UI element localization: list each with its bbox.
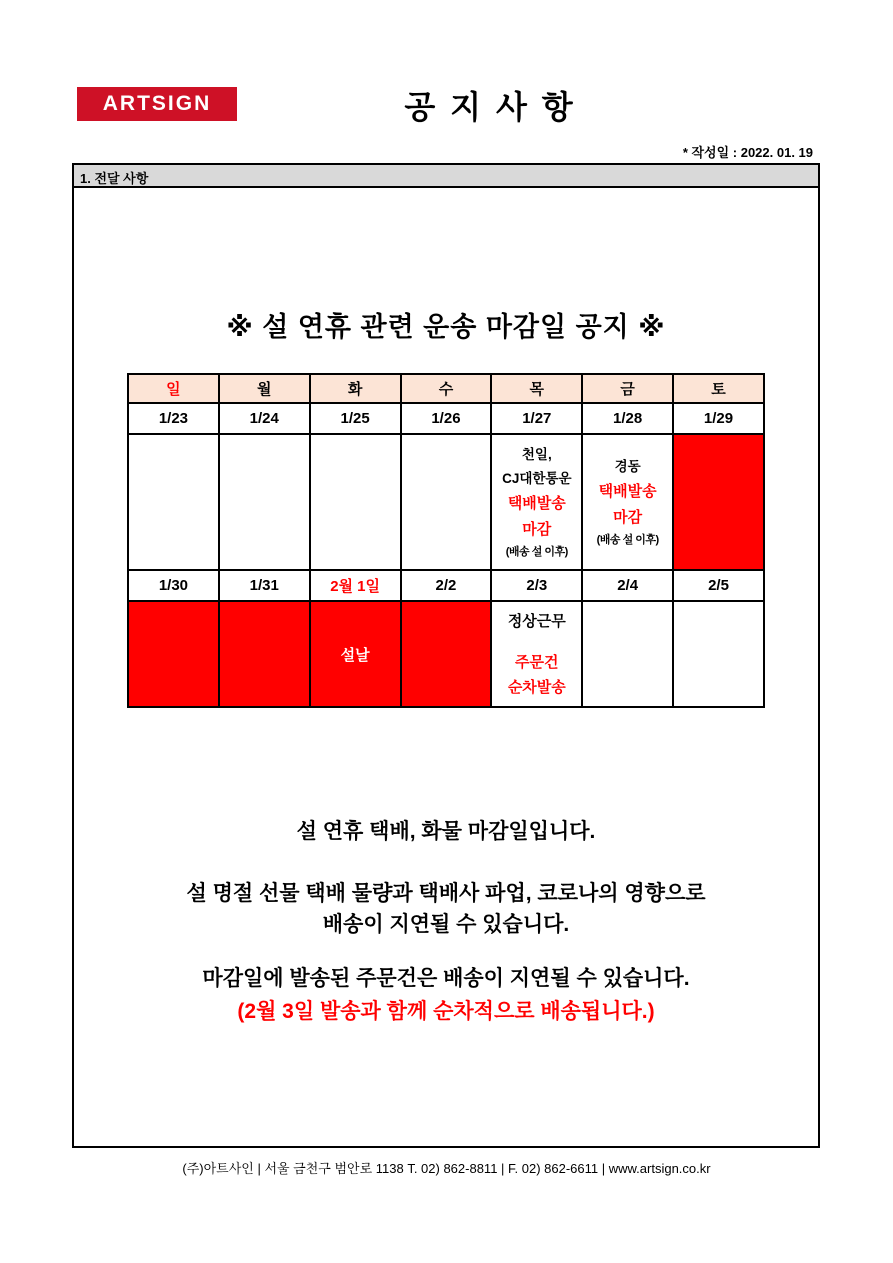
cell-week2-tue-seollal: 설날	[310, 601, 401, 707]
deadline-label: 택배발송	[507, 494, 566, 512]
deadline-label: 마감	[522, 520, 552, 538]
section-header: 1. 전달 사항	[74, 165, 818, 188]
created-date-label: * 작성일 : 2022. 01. 19	[682, 145, 813, 160]
cell-week2-sat	[673, 601, 764, 707]
spacer	[492, 634, 581, 650]
cell-week1-tue	[310, 434, 401, 570]
cell-week2-mon-holiday	[219, 601, 310, 707]
weekday-thu: 목	[491, 374, 582, 403]
body-paragraph-1: 설 연휴 택배, 화물 마감일입니다.	[296, 820, 596, 843]
cell-week2-sun-holiday	[128, 601, 219, 707]
notice-heading: ※ 설 연휴 관련 운송 마감일 공지 ※	[226, 312, 666, 342]
weekday-sun: 일	[128, 374, 219, 403]
shipping-deadline-calendar	[127, 373, 765, 708]
artsign-logo: ARTSIGN	[77, 87, 237, 121]
date-2-2: 2/2	[401, 570, 492, 601]
week1-content-row	[128, 434, 764, 570]
date-1-24: 1/24	[219, 403, 310, 434]
week1-date-row	[128, 403, 764, 434]
order-dispatch-label: 순차발송	[507, 678, 566, 696]
body-paragraph-2-line1: 설 명절 선물 택배 물량과 택배사 파업, 코로나의 영향으로	[186, 882, 706, 905]
delivery-note: (배송 설 이후)	[505, 545, 568, 558]
date-1-28: 1/28	[582, 403, 673, 434]
cell-week1-fri	[582, 434, 673, 570]
week2-content-row	[128, 601, 764, 707]
delivery-note: (배송 설 이후)	[596, 533, 659, 546]
date-1-30: 1/30	[128, 570, 219, 601]
date-1-31: 1/31	[219, 570, 310, 601]
order-dispatch-label: 주문건	[515, 653, 559, 671]
body-paragraph-2-line2: 배송이 지연될 수 있습니다.	[322, 913, 570, 936]
deadline-label: 마감	[613, 508, 643, 526]
date-2-1: 2월 1일	[310, 570, 401, 601]
page-title: 공 지 사 항	[404, 89, 576, 125]
content-box	[72, 163, 820, 1148]
work-status-label: 정상근무	[507, 612, 566, 630]
date-2-4: 2/4	[582, 570, 673, 601]
carrier-name-line: 경동	[614, 458, 641, 474]
footer-company-info: (주)아트사인 | 서울 금천구 범안로 1138 T. 02) 862-8811 | F. 02) 862-6611 | www.artsign.co.kr	[182, 1161, 711, 1176]
cell-week1-sat-holiday	[673, 434, 764, 570]
cell-week1-sun	[128, 434, 219, 570]
date-1-29: 1/29	[673, 403, 764, 434]
cell-week1-wed	[401, 434, 492, 570]
cell-week1-thu	[491, 434, 582, 570]
date-1-23: 1/23	[128, 403, 219, 434]
date-2-3: 2/3	[491, 570, 582, 601]
weekday-sat: 토	[673, 374, 764, 403]
weekday-header-row	[128, 374, 764, 403]
date-1-25: 1/25	[310, 403, 401, 434]
body-paragraph-3: 마감일에 발송된 주문건은 배송이 지연될 수 있습니다.	[202, 967, 690, 990]
date-2-5: 2/5	[673, 570, 764, 601]
date-1-27: 1/27	[491, 403, 582, 434]
body-paragraph-4-red: (2월 3일 발송과 함께 순차적으로 배송됩니다.)	[237, 1000, 655, 1023]
date-1-26: 1/26	[401, 403, 492, 434]
week2-date-row	[128, 570, 764, 601]
carrier-name-line: 천일,	[521, 446, 552, 462]
cell-week1-mon	[219, 434, 310, 570]
cell-week2-wed-holiday	[401, 601, 492, 707]
cell-week2-thu	[491, 601, 582, 707]
cell-week2-fri	[582, 601, 673, 707]
weekday-wed: 수	[401, 374, 492, 403]
deadline-label: 택배발송	[598, 482, 657, 500]
carrier-name-line: CJ대한통운	[502, 470, 572, 486]
weekday-fri: 금	[582, 374, 673, 403]
weekday-mon: 월	[219, 374, 310, 403]
weekday-tue: 화	[310, 374, 401, 403]
